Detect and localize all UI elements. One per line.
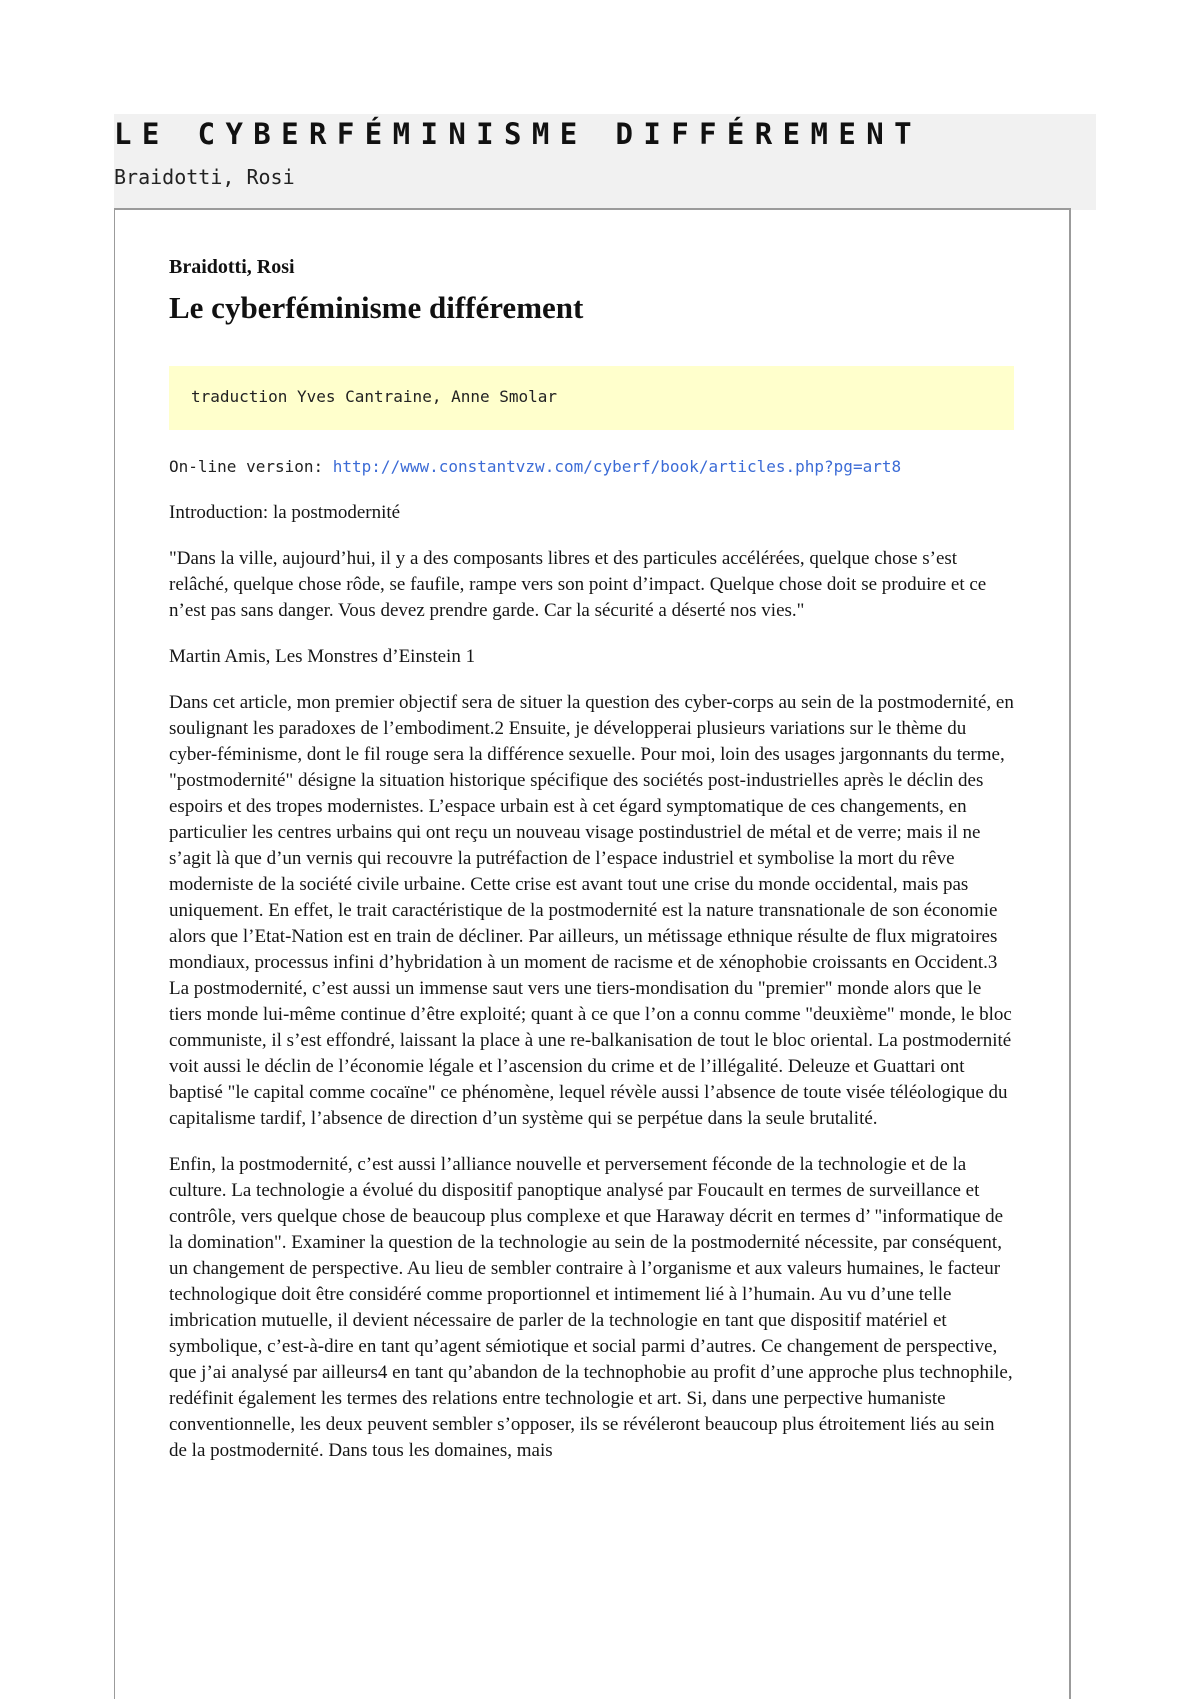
online-version: [169, 456, 901, 478]
article-title: Le cyberféminisme différement: [169, 290, 584, 325]
online-version-label: On-line version:: [169, 457, 333, 476]
body-paragraph: Enfin, la postmodernité, c’est aussi l’alliance nouvelle et perversement féconde de la technologie et de la culture. La technologie a évolué du dispositif panoptique analysé par Foucault en termes de surveillance et contrôle, vers quelque chose de beaucoup plus complexe et que Haraway décrit en termes d’ "informatique de la domination". Examiner la question de la technologie au sein de la postmodernité nécessite, par conséquent, un changement de perspective. Au lieu de sembler contraire à l’organisme et aux valeurs humaines, le facteur technologique doit être considéré comme proportionnel et intimement lié à l’humain. Au vu d’une telle imbrication mutuelle, il devient nécessaire de parler de la technologie en tant que dispositif matériel et symbolique, c’est-à-dire en tant qu’agent sémiotique et social parmi d’autres. Ce changement de perspective, que j’ai analysé par ailleurs4 en tant qu’abandon de la technophobie au profit d’une approche plus technophile, redéfinit également les termes des relations entre technologie et art. Si, dans une perpective humaniste conventionnelle, les deux peuvent sembler s’opposer, ils se révéleront beaucoup plus étroitement liés au sein de la postmodernité. Dans tous les domaines, mais: [169, 1154, 1013, 1461]
page-header: [114, 114, 1096, 210]
content-frame: [114, 208, 1071, 1699]
translation-credit: traduction Yves Cantraine, Anne Smolar: [191, 387, 558, 406]
page-title: LE CYBERFÉMINISME DIFFÉREMENT: [114, 117, 922, 151]
content-panel: [115, 210, 1069, 1699]
body-paragraph: Dans cet article, mon premier objectif sera de situer la question des cyber-corps au sein de la postmodernité, en soulignant les paradoxes de l’embodiment.2 Ensuite, je développerai plusieurs variations sur le thème du cyber-féminisme, dont le fil rouge sera la différence sexuelle. Pour moi, loin des usages jargonnants du terme, "postmodernité" désigne la situation historique spécifique des sociétés post-industrielles après le déclin des espoirs et des tropes modernistes. L’espace urbain est à cet égard symptomatique de ces changements, en particulier les centres urbains qui ont reçu un nouveau visage postindustriel de métal et de verre; mais il ne s’agit là que d’un vernis qui recouvre la putréfaction de l’espace industriel et symbolise la mort du rêve moderniste de la société civile urbaine. Cette crise est avant tout une crise du monde occidental, mais pas uniquement. En effet, le trait caractéristique de la postmodernité est la nature transnationale de son économie alors que l’Etat-Nation est en train de décliner. Par ailleurs, un métissage ethnique résulte de flux migratoires mondiaux, processus infini d’hybridation à un moment de racisme et de xénophobie croissants en Occident.3 La postmodernité, c’est aussi un immense saut vers une tiers-mondisation du "premier" monde alors que le tiers monde lui-même continue d’être exploité; quant à ce que l’on a connu comme "deuxième" monde, le bloc communiste, il s’est effondré, laissant la place à une re-balkanisation de tout le bloc oriental. La postmodernité voit aussi le déclin de l’économie légale et l’ascension du crime et de l’illégalité. Deleuze et Guattari ont baptisé "le capital comme cocaïne" ce phénomène, lequel révèle aussi l’absence de toute visée téléologique du capitalisme tardif, l’absence de direction d’un système qui se perpétue dans la seule brutalité.: [169, 692, 1014, 1129]
epigraph-quote: "Dans la ville, aujourd’hui, il y a des composants libres et des particules accélérées, quelque chose s’est relâché, quelque chose rôde, se faufile, rampe vers son point d’impact. Quelque chose doit se produire et ce n’est pas sans danger. Vous devez prendre garde. Car la sécurité a déserté nos vies.": [169, 548, 987, 621]
article-author: Braidotti, Rosi: [169, 256, 295, 278]
epigraph-attribution: Martin Amis, Les Monstres d’Einstein 1: [169, 646, 476, 667]
section-heading: Introduction: la postmodernité: [169, 502, 401, 523]
article-body: [169, 500, 1015, 1484]
header-author: Braidotti, Rosi: [114, 165, 295, 189]
translation-box: [169, 366, 1014, 430]
online-version-link[interactable]: http://www.constantvzw.com/cyberf/book/articles.php?pg=art8: [332, 457, 902, 476]
